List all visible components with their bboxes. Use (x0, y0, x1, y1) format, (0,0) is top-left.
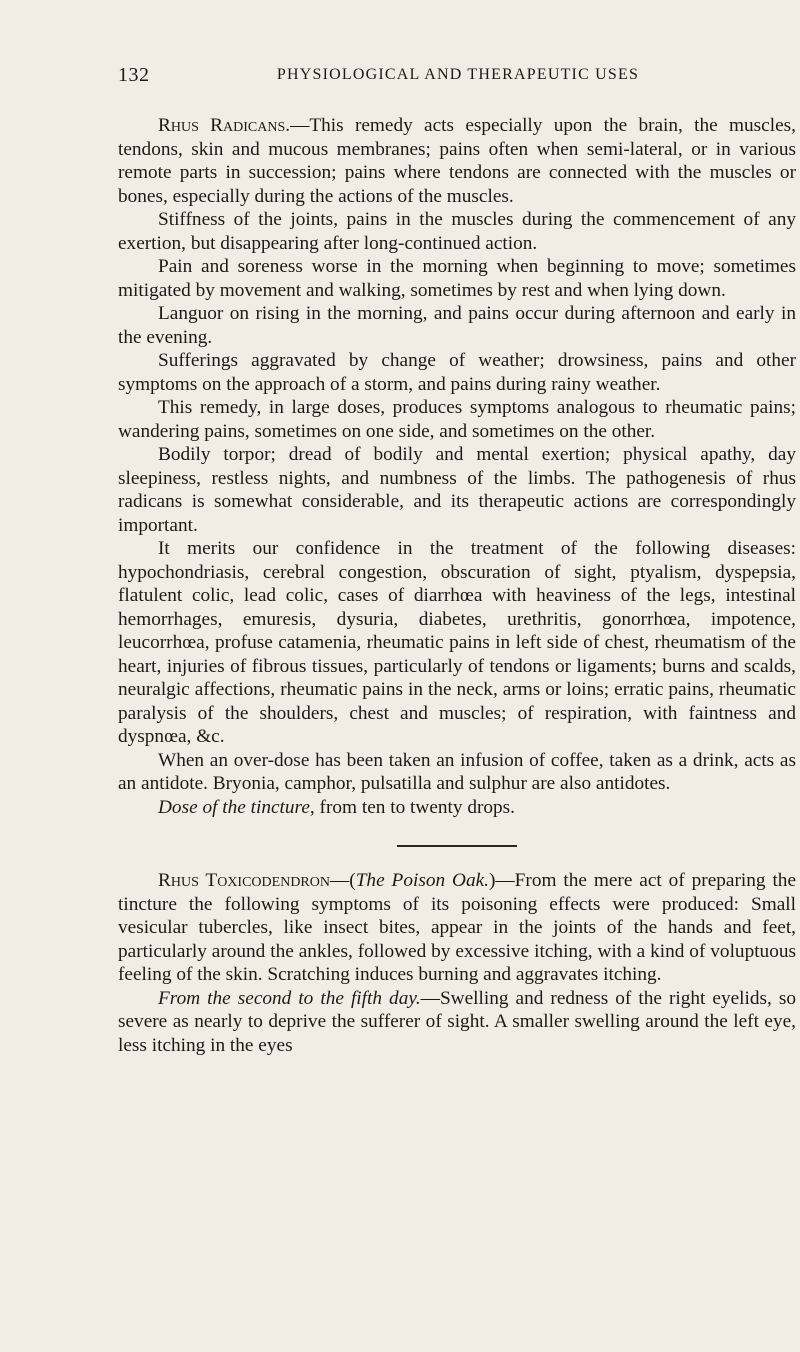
rhus-radicans-p1: —This remedy acts especially upon the brain, the muscles, tendons, skin and mucous membranes; pains often when semi-lateral, or in various remote parts in succession; pains where tendons are connected with the muscles or bones, especially during the actions of the muscles. (118, 115, 796, 207)
rhus-tox-common-name: The Poison Oak. (355, 870, 489, 891)
page-header (118, 64, 738, 90)
rhus-tox-heading: Rhus Toxicodendron (158, 870, 330, 891)
rhus-radicans-heading: Rhus Radicans. (158, 115, 291, 136)
rhus-tox-dash: —( (330, 870, 356, 891)
dose-label: Dose of the tincture (158, 796, 310, 818)
page-number: 132 (118, 64, 150, 86)
page-body (118, 114, 796, 1057)
paragraph-sufferings: Sufferings aggravated by change of weather; drowsiness, pains and other symptoms on the approach of a storm, and pains during rainy weather. (118, 350, 796, 395)
paragraph-antidotes: When an over-dose has been taken an infusion of coffee, taken as a drink, acts as an antidote. Bryonia, camphor, pulsatilla and sulphur are also antidotes. (118, 749, 796, 794)
dose-text: , from ten to twenty drops. (309, 796, 516, 818)
paragraph-pain-soreness: Pain and soreness worse in the morning when beginning to move; sometimes mitigated by movement and walking, sometimes by rest and when lying down. (118, 256, 796, 301)
paragraph-diseases: It merits our confidence in the treatment of the following diseases: hypochondriasis, cerebral congestion, obscuration of sight, ptyalism, dyspepsia, flatulent colic, lead colic, cases of diarrhœa with heaviness of the legs, intestinal hemorrhages, emuresis, dysuria, diabetes, urethritis, gonorrhœa, impotence, leucorrhœa, profuse catamenia, rheumatic pains in left side of chest, rheumatism of the heart, injuries of fibrous tissues, particularly of tendons or ligaments; burns and scalds, neuralgic affections, rheumatic pains in the neck, arms or loins; erratic pains, rheumatic paralysis of the shoulders, chest and muscles; of respiration, with faintness and dyspnœa, &c. (118, 538, 796, 747)
rhus-radicans-intro (118, 114, 796, 208)
paragraph-large-doses: This remedy, in large doses, produces symptoms analogous to rheumatic pains; wandering pains, sometimes on one side, and sometimes on the other. (118, 397, 796, 442)
paragraph-bodily-torpor: Bodily torpor; dread of bodily and mental exertion; physical apathy, day sleepiness, restless nights, and numbness of the limbs. The pathogenesis of rhus radicans is somewhat considerable, and its therapeutic actions are correspondingly important. (118, 444, 796, 536)
period-label: From the second to the fifth day. (158, 987, 421, 1009)
section-divider (397, 845, 517, 847)
paragraph-dose (118, 796, 796, 820)
paragraph-languor: Languor on rising in the morning, and pains occur during afternoon and early in the evening. (118, 303, 796, 348)
running-head: PHYSIOLOGICAL AND THERAPEUTIC USES (276, 66, 640, 83)
paragraph-second-to-fifth-day (118, 987, 796, 1058)
rhus-tox-intro-text: )—From the mere act of preparing the tincture the following symptoms of its poisoning effects were produced: Small vesicular tubercles, like insect bites, appear in the joints of the hands and feet, particularly around the ankles, followed by excessive itching, with a kind of voluptuous feeling of the skin. Scratching induces burning and aggravates itching. (118, 870, 797, 985)
period-text: —Swelling and redness of the right eyelids, so severe as nearly to deprive the sufferer of sight. A smaller swelling around the left eye, less itching in the eyes (118, 987, 797, 1056)
rhus-tox-intro (118, 869, 796, 987)
paragraph-stiffness: Stiffness of the joints, pains in the muscles during the commencement of any exertion, but disappearing after long-continued action. (118, 209, 796, 254)
